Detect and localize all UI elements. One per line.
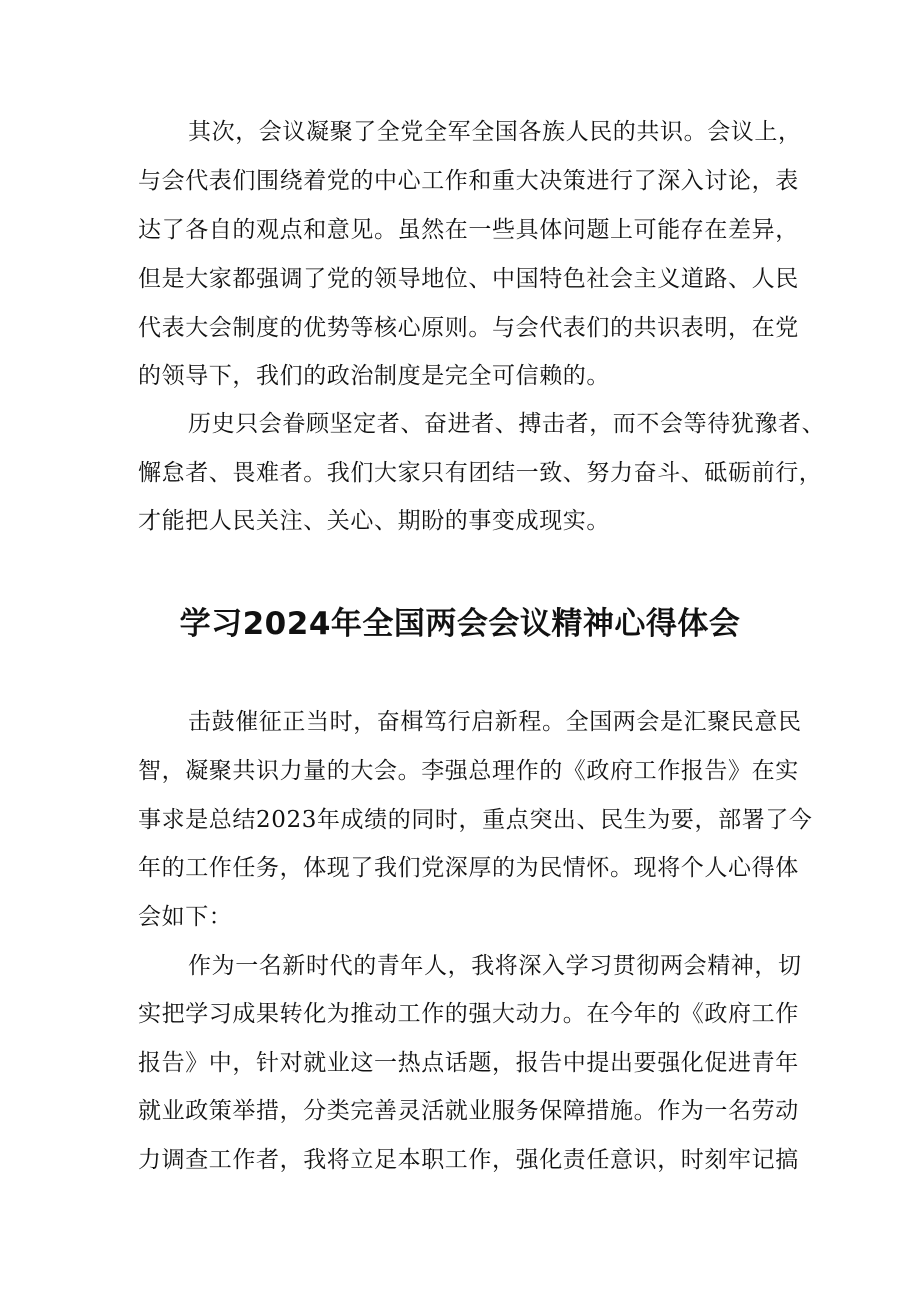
paragraph-line: 作为一名新时代的青年人，我将深入学习贯彻两会精神，切 <box>188 953 802 979</box>
paragraph-line: 事求是总结2023年成绩的同时，重点突出、民生为要，部署了今 <box>138 807 813 833</box>
paragraph-line: 报告》中，针对就业这一热点话题，报告中提出要强化促进青年 <box>138 1050 799 1076</box>
paragraph-line: 就业政策举措，分类完善灵活就业服务保障措施。作为一名劳动 <box>138 1098 799 1124</box>
document-title: 学习2024年全国两会会议精神心得体会 <box>179 606 741 642</box>
paragraph-line: 击鼓催征正当时，奋楫笃行启新程。全国两会是汇聚民意民 <box>188 709 802 735</box>
paragraph-line: 但是大家都强调了党的领导地位、中国特色社会主义道路、人民 <box>138 266 799 292</box>
paragraph-line: 代表大会制度的优势等核心原则。与会代表们的共识表明，在党 <box>138 315 799 341</box>
paragraph-line: 智，凝聚共识力量的大会。李强总理作的《政府工作报告》在实 <box>138 758 799 784</box>
paragraph-line: 达了各自的观点和意见。虽然在一些具体问题上可能存在差异， <box>138 217 799 243</box>
paragraph-line: 历史只会眷顾坚定者、奋进者、搏击者，而不会等待犹豫者、 <box>188 411 826 437</box>
paragraph-line: 会如下： <box>138 904 233 930</box>
paragraph-line: 与会代表们围绕着党的中心工作和重大决策进行了深入讨论，表 <box>138 168 799 194</box>
paragraph-line: 懈怠者、畏难者。我们大家只有团结一致、努力奋斗、砥砺前行， <box>138 460 823 486</box>
paragraph-line: 年的工作任务，体现了我们党深厚的为民情怀。现将个人心得体 <box>138 855 799 881</box>
paragraph-line: 其次，会议凝聚了全党全军全国各族人民的共识。会议上， <box>188 119 802 145</box>
paragraph-line: 才能把人民关注、关心、期盼的事变成现实。 <box>138 508 610 534</box>
paragraph-line: 实把学习成果转化为推动工作的强大动力。在今年的《政府工作 <box>138 1001 799 1027</box>
paragraph-line: 力调查工作者，我将立足本职工作，强化责任意识，时刻牢记搞 <box>138 1147 799 1173</box>
paragraph-line: 的领导下，我们的政治制度是完全可信赖的。 <box>138 363 610 389</box>
